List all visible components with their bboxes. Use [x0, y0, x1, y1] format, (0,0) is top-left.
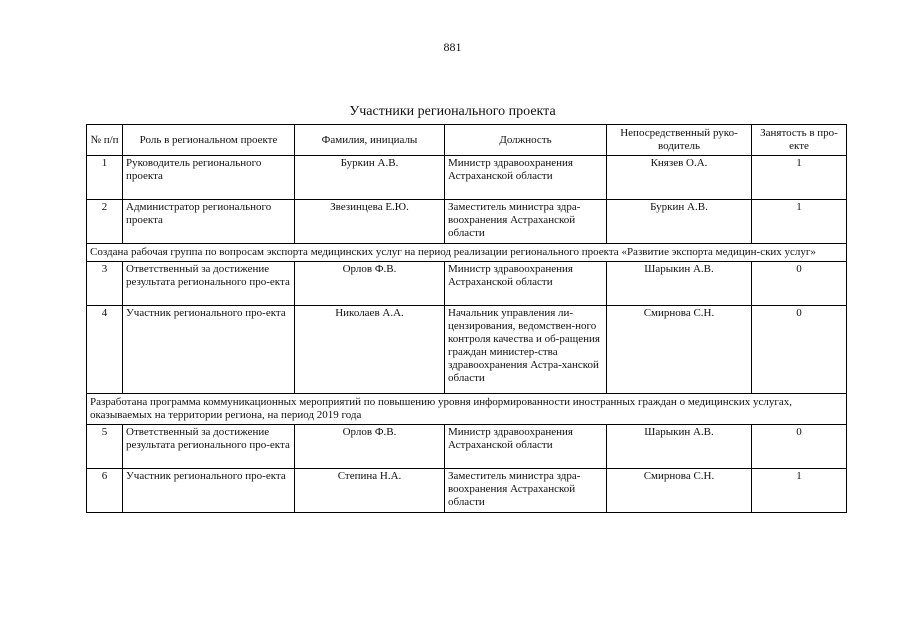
column-header-number: № п/п [87, 125, 123, 156]
table-row [87, 156, 847, 200]
page-number: 881 [443, 40, 462, 54]
section-row [87, 244, 847, 262]
table-row [87, 262, 847, 306]
row-employment: 0 [752, 306, 847, 394]
row-name: Орлов Ф.В. [295, 425, 445, 469]
row-position: Заместитель министра здра-воохранения Астраханской области [445, 200, 607, 244]
row-manager: Смирнова С.Н. [607, 306, 752, 394]
row-name: Орлов Ф.В. [295, 262, 445, 306]
row-name: Степина Н.А. [295, 469, 445, 513]
column-header-employment: Занятость в про-екте [752, 125, 847, 156]
row-name: Николаев А.А. [295, 306, 445, 394]
column-header-name: Фамилия, инициалы [295, 125, 445, 156]
column-header-role: Роль в региональном проекте [123, 125, 295, 156]
table-row [87, 469, 847, 513]
row-role: Участник регионального про-екта [123, 306, 295, 394]
row-number: 1 [87, 156, 123, 200]
row-name: Буркин А.В. [295, 156, 445, 200]
row-number: 5 [87, 425, 123, 469]
table-title: Участники регионального проекта [349, 104, 556, 119]
row-role: Администратор регионального проекта [123, 200, 295, 244]
row-manager: Князев О.А. [607, 156, 752, 200]
table-row [87, 425, 847, 469]
section-row [87, 394, 847, 425]
column-header-position: Должность [445, 125, 607, 156]
row-employment: 1 [752, 200, 847, 244]
row-manager: Шарыкин А.В. [607, 262, 752, 306]
row-position: Министр здравоохранения Астраханской области [445, 262, 607, 306]
row-name: Звезинцева Е.Ю. [295, 200, 445, 244]
row-employment: 0 [752, 262, 847, 306]
section-description: Создана рабочая группа по вопросам экспорта медицинских услуг на период реализации регионального проекта «Развитие экспорта медицин-ских услуг» [87, 244, 847, 262]
row-employment: 1 [752, 469, 847, 513]
row-role: Ответственный за достижение результата регионального про-екта [123, 262, 295, 306]
section-description: Разработана программа коммуникационных мероприятий по повышению уровня информированности иностранных граждан о медицинских услугах, оказываемых на территории региона, на период 2019 года [87, 394, 847, 425]
row-role: Ответственный за достижение результата регионального про-екта [123, 425, 295, 469]
participants-table [86, 124, 847, 513]
table-header-row [87, 125, 847, 156]
row-position: Заместитель министра здра-воохранения Астраханской области [445, 469, 607, 513]
row-number: 2 [87, 200, 123, 244]
row-position: Начальник управления ли-цензирования, ведомствен-ного контроля качества и об-ращения граждан министер-ства здравоохранения Астра-ханской области [445, 306, 607, 394]
row-manager: Шарыкин А.В. [607, 425, 752, 469]
row-position: Министр здравоохранения Астраханской области [445, 156, 607, 200]
row-number: 3 [87, 262, 123, 306]
row-number: 6 [87, 469, 123, 513]
row-position: Министр здравоохранения Астраханской области [445, 425, 607, 469]
row-number: 4 [87, 306, 123, 394]
row-role: Участник регионального про-екта [123, 469, 295, 513]
row-employment: 0 [752, 425, 847, 469]
row-manager: Смирнова С.Н. [607, 469, 752, 513]
row-employment: 1 [752, 156, 847, 200]
row-role: Руководитель регионального проекта [123, 156, 295, 200]
table-row [87, 200, 847, 244]
column-header-manager: Непосредственный руко-водитель [607, 125, 752, 156]
table-row [87, 306, 847, 394]
row-manager: Буркин А.В. [607, 200, 752, 244]
